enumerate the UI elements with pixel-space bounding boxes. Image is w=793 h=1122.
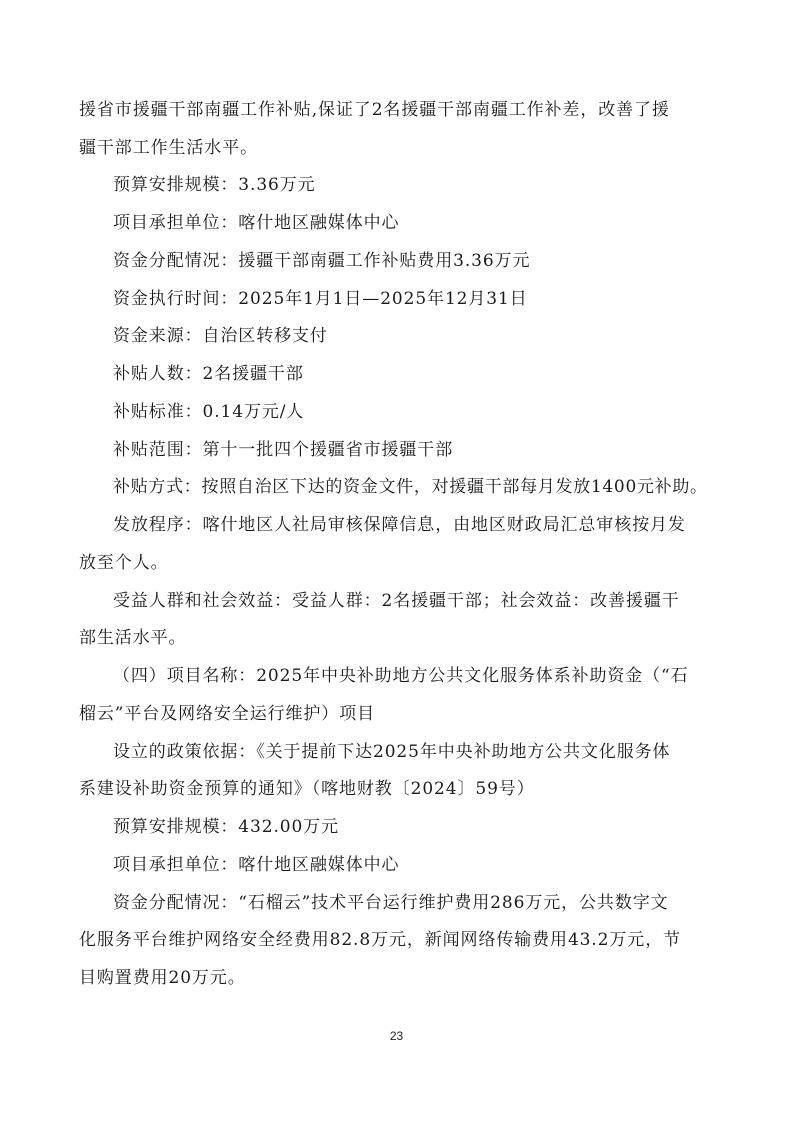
text-line: 项目承担单位：喀什地区融媒体中心 bbox=[113, 855, 400, 875]
text-line: 部生活水平。 bbox=[79, 628, 187, 648]
text-line: 资金来源：自治区转移支付 bbox=[113, 326, 328, 346]
text-line: 补贴方式：按照自治区下达的资金文件，对援疆干部每月发放1400元补助。 bbox=[113, 477, 708, 497]
text-line: 设立的政策依据：《关于提前下达2025年中央补助地方公共文化服务体 bbox=[113, 742, 671, 762]
text-line: 补贴范围：第十一批四个援疆省市援疆干部 bbox=[113, 440, 454, 460]
text-line: 援省市援疆干部南疆工作补贴,保证了2名援疆干部南疆工作补差，改善了援 bbox=[79, 100, 670, 120]
text-line: 资金执行时间：2025年1月1日—2025年12月31日 bbox=[113, 289, 528, 309]
text-line: 资金分配情况：援疆干部南疆工作补贴费用3.36万元 bbox=[113, 251, 531, 271]
section-heading-continued: 榴云”平台及网络安全运行维护）项目 bbox=[79, 704, 375, 724]
text-line: 发放程序：喀什地区人社局审核保障信息，由地区财政局汇总审核按月发 bbox=[113, 515, 686, 535]
text-line: 预算安排规模：432.00万元 bbox=[113, 817, 339, 837]
text-line: 疆干部工作生活水平。 bbox=[79, 138, 258, 158]
text-line: 系建设补助资金预算的通知》（喀地财教〔2024〕59号） bbox=[79, 779, 535, 799]
text-line: 化服务平台维护网络安全经费用82.8万元，新闻网络传输费用43.2万元，节 bbox=[79, 930, 682, 950]
text-line: 补贴人数：2名援疆干部 bbox=[113, 364, 304, 384]
text-line: 预算安排规模：3.36万元 bbox=[113, 175, 316, 195]
text-line: 资金分配情况：“石榴云”技术平台运行维护费用286万元，公共数字文 bbox=[113, 893, 669, 913]
text-line: 目购置费用20万元。 bbox=[79, 968, 246, 988]
text-line: 受益人群和社会效益：受益人群：2名援疆干部；社会效益：改善援疆干 bbox=[113, 591, 680, 611]
page-number: 23 bbox=[389, 1029, 404, 1043]
text-line: 补贴标准：0.14万元/人 bbox=[113, 402, 305, 422]
text-line: 放至个人。 bbox=[79, 553, 169, 573]
text-line: 项目承担单位：喀什地区融媒体中心 bbox=[113, 213, 400, 233]
section-heading: （四）项目名称：2025年中央补助地方公共文化服务体系补助资金（“石 bbox=[113, 666, 689, 686]
